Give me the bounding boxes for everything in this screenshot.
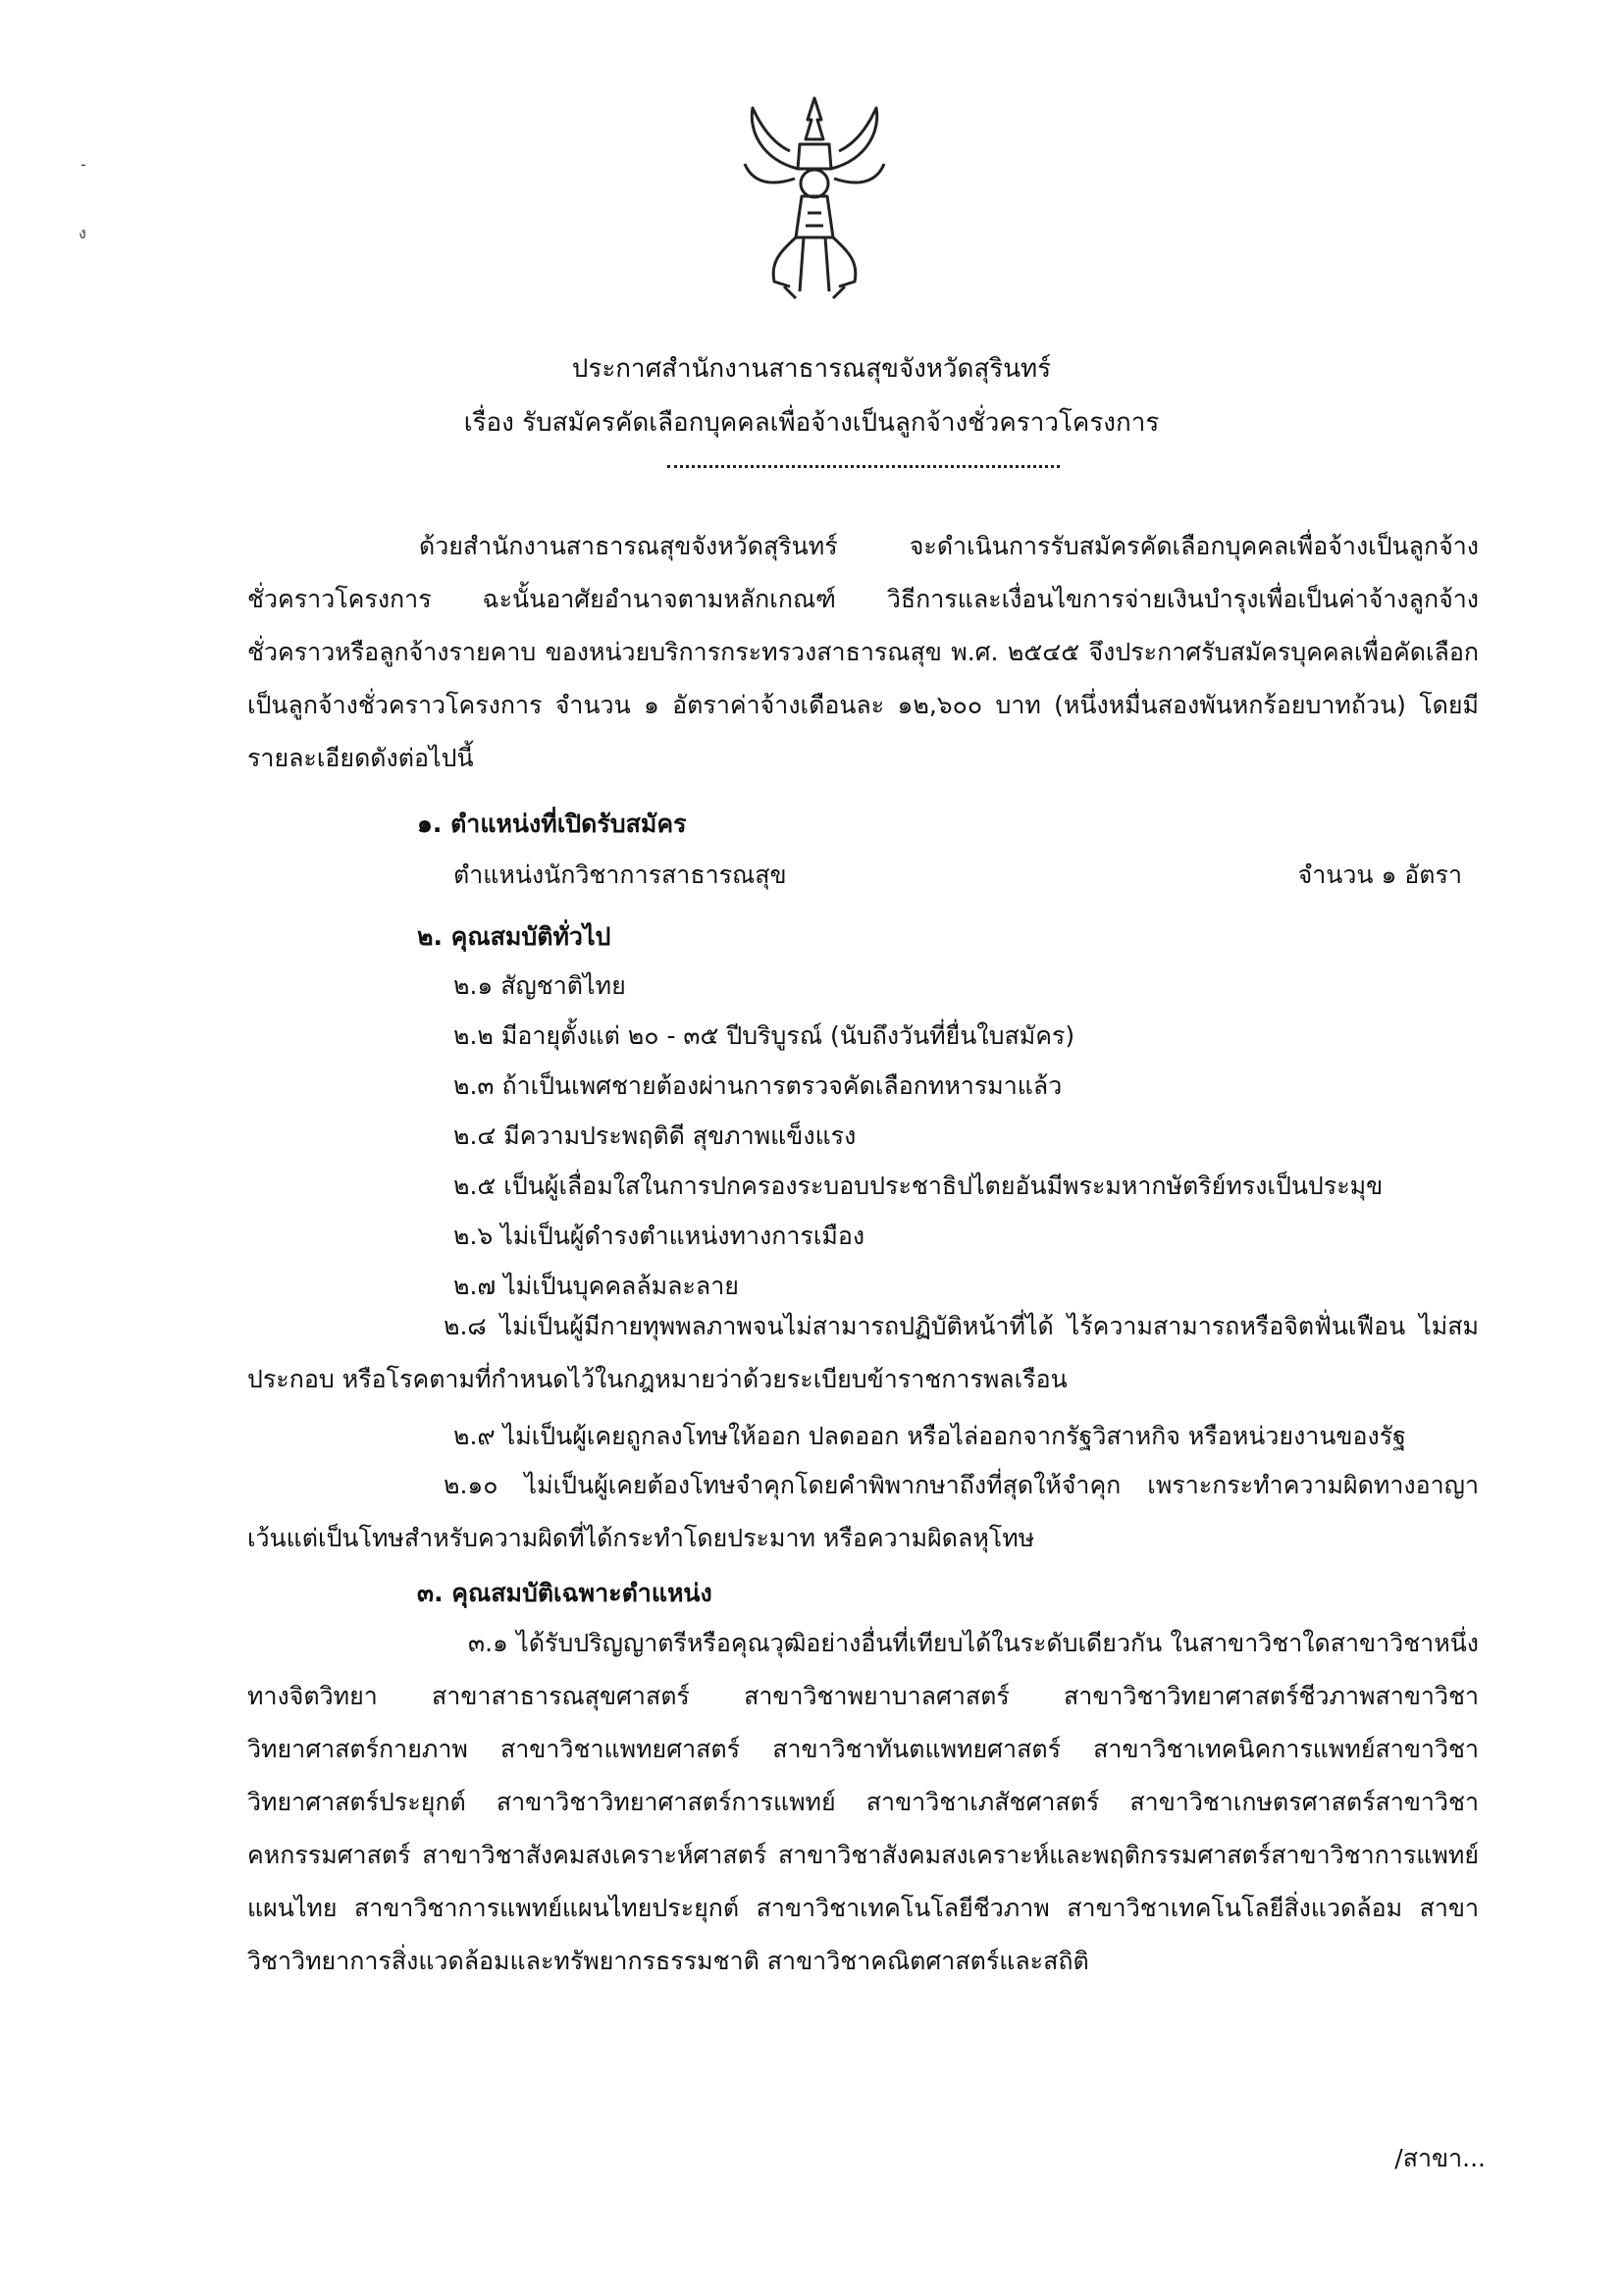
position-title: ตำแหน่งนักวิชาการสาธารณสุข [453,861,787,889]
qualification-item: ๒.๕ เป็นผู้เลื่อมใสในการปกครองระบอบประชาธิปไตยอันมีพระมหากษัตริย์ทรงเป็นประมุข [453,1172,1384,1200]
section-2-heading: ๒. คุณสมบัติทั่วไป [417,922,611,951]
qualification-item: ๒.๖ ไม่เป็นผู้ดำรงตำแหน่งทางการเมือง [453,1222,865,1250]
qualification-item-2-8: ๒.๘ ไม่เป็นผู้มีกายทุพพลภาพจนไม่สามารถปฏิบัติหน้าที่ได้ ไร้ความสามารถหรือจิตฟั่นเฟือน ไม่สมประกอบ หรือโรคตามที่กำหนดไว้ในกฎหมายว่าด้วยระเบียบข้าราชการพลเรือน [247,1312,1479,1393]
qualification-item: ๒.๒ มีอายุตั้งแต่ ๒๐ - ๓๕ ปีบริบูรณ์ (นับถึงวันที่ยื่นใบสมัคร) [453,1021,1075,1050]
qualification-item-3-1: ๓.๑ ได้รับปริญญาตรีหรือคุณวุฒิอย่างอื่นที่เทียบได้ในระดับเดียวกัน ในสาขาวิชาใดสาขาวิชาหนึ่งทางจิตวิทยา สาขาสาธารณสุขศาสตร์ สาขาวิชาพยาบาลศาสตร์ สาขาวิชาวิทยาศาสตร์ชีวภาพสาขาวิชาวิทยาศาสตร์กายภาพ สาขาวิชาแพทยศาสตร์ สาขาวิชาทันตแพทยศาสตร์ สาขาวิชาเทคนิคการแพทย์สาขาวิชาวิทยาศาสตร์ประยุกต์ สาขาวิชาวิทยาศาสตร์การแพทย์ สาขาวิชาเภสัชศาสตร์ สาขาวิชาเกษตรศาสตร์สาขาวิชาคหกรรมศาสตร์ สาขาวิชาสังคมสงเคราะห์ศาสตร์ สาขาวิชาสังคมสงเคราะห์และพฤติกรรมศาสตร์สาขาวิชาการแพทย์แผนไทย สาขาวิชาการแพทย์แผนไทยประยุกต์ สาขาวิชาเทคโนโลยีชีวภาพ สาขาวิชาเทคโนโลยีสิ่งแวดล้อม สาขาวิชาวิทยาการสิ่งแวดล้อมและทรัพยากรธรรมชาติ สาขาวิชาคณิตศาสตร์และสถิติ [247,1629,1479,1975]
intro-paragraph: ด้วยสำนักงานสาธารณสุขจังหวัดสุรินทร์ จะดำเนินการรับสมัครคัดเลือกบุคคลเพื่อจ้างเป็นลูกจ้างชั่วคราวโครงการ ฉะนั้นอาศัยอำนาจตามหลักเกณฑ์ วิธีการและเงื่อนไขการจ่ายเงินบำรุงเพื่อเป็นค่าจ้างลูกจ้างชั่วคราวหรือลูกจ้างรายคาบ ของหน่วยบริการกระทรวงสาธารณสุข พ.ศ. ๒๕๔๕ จึงประกาศรับสมัครบุคคลเพื่อคัดเลือกเป็นลูกจ้างชั่วคราวโครงการ จำนวน ๑ อัตราค่าจ้างเดือนละ ๑๒,๖๐๐ บาท (หนึ่งหมื่นสองพันหกร้อยบาทถ้วน) โดยมีรายละเอียดดังต่อไปนี้ [247,532,1479,772]
dotted-divider [667,465,1060,468]
position-count: จำนวน ๑ อัตรา [1297,861,1462,889]
qualification-item-2-9: ๒.๙ ไม่เป็นผู้เคยถูกลงโทษให้ออก ปลดออก หรือไล่ออกจากรัฐวิสาหกิจ หรือหน่วยงานของรัฐ [453,1422,1406,1450]
section-1-heading: ๑. ตำแหน่งที่เปิดรับสมัคร [417,809,687,838]
garuda-emblem-icon [741,90,888,306]
document-subject: เรื่อง รับสมัครคัดเลือกบุคคลเพื่อจ้างเป็นลูกจ้างชั่วคราวโครงการ [463,408,1160,438]
qualification-item: ๒.๑ สัญชาติไทย [453,971,626,1000]
continuation-note: /สาขา... [1394,2144,1486,2172]
margin-mark: ง [79,224,86,242]
qualification-item: ๒.๓ ถ้าเป็นเพศชายต้องผ่านการตรวจคัดเลือกทหารมาแล้ว [453,1071,1063,1100]
document-title: ประกาศสำนักงานสาธารณสุขจังหวัดสุรินทร์ [571,354,1052,384]
section-3-heading: ๓. คุณสมบัติเฉพาะตำแหน่ง [417,1579,712,1607]
qualification-item-2-10: ๒.๑๐ ไม่เป็นผู้เคยต้องโทษจำคุกโดยคำพิพากษาถึงที่สุดให้จำคุก เพราะกระทำความผิดทางอาญา เว้นแต่เป็นโทษสำหรับความผิดที่ได้กระทำโดยประมาท หรือความผิดลหุโทษ [247,1471,1479,1552]
qualification-item: ๒.๗ ไม่เป็นบุคคลล้มละลาย [453,1272,739,1300]
margin-mark: - [80,155,86,174]
qualification-item: ๒.๔ มีความประพฤติดี สุขภาพแข็งแรง [453,1122,857,1150]
